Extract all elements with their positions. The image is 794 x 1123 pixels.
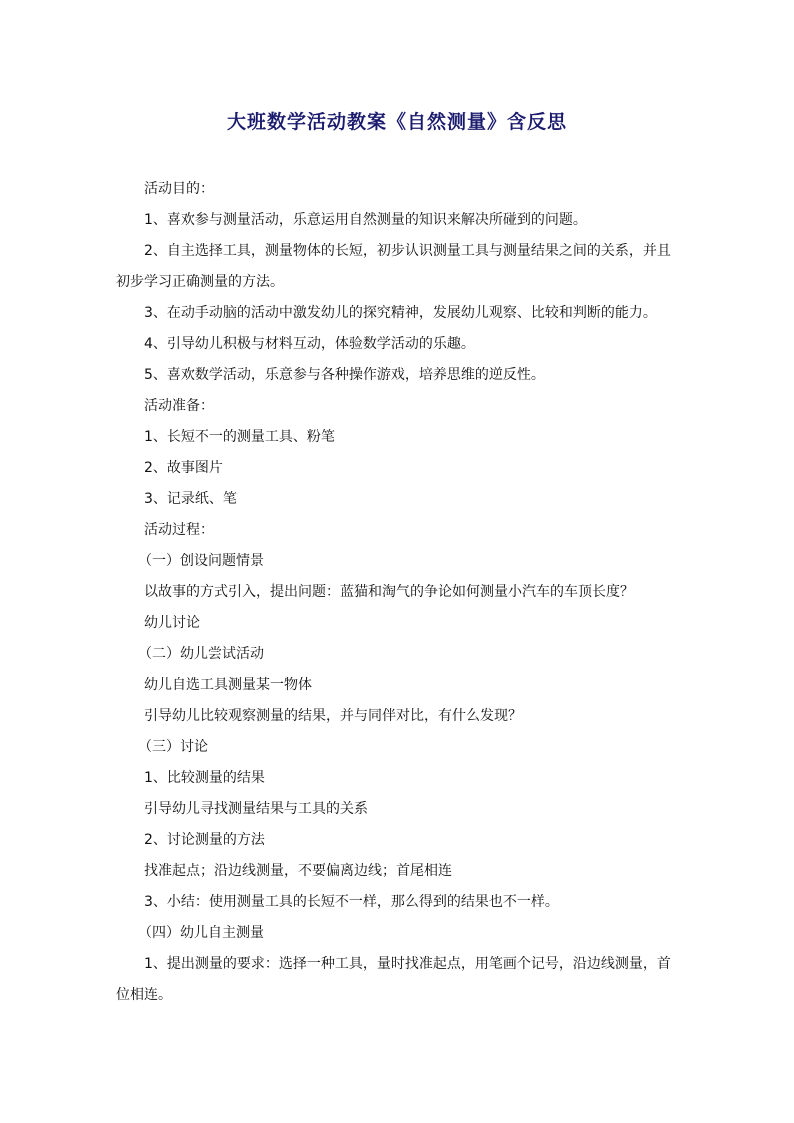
goal-item-1: 1、喜欢参与测量活动，乐意运用自然测量的知识来解决所碰到的问题。 xyxy=(144,212,587,228)
process-step-3-item-2: 2、讨论测量的方法 xyxy=(144,832,265,848)
preparation-item-3: 3、记录纸、笔 xyxy=(144,491,237,507)
goal-item-2: 2、自主选择工具，测量物体的长短，初步认识测量工具与测量结果之间的关系，并且初步学习正确测量的方法。 xyxy=(116,243,671,290)
process-step-3-heading: （三）讨论 xyxy=(138,739,208,755)
process-step-4-item-1: 1、提出测量的要求：选择一种工具，量时找准起点，用笔画个记号，沿边线测量，首位相连。 xyxy=(116,956,671,1003)
goal-item-5: 5、喜欢数学活动，乐意参与各种操作游戏，培养思维的逆反性。 xyxy=(144,367,545,383)
goal-item-3: 3、在动手动脑的活动中激发幼儿的探究精神，发展幼儿观察、比较和判断的能力。 xyxy=(144,305,657,321)
section-heading-preparation: 活动准备： xyxy=(144,398,214,414)
preparation-item-1: 1、长短不一的测量工具、粉笔 xyxy=(144,429,335,445)
document-title: 大班数学活动教案《自然测量》含反思 xyxy=(226,111,567,133)
process-step-3-summary: 3、小结：使用测量工具的长短不一样，那么得到的结果也不一样。 xyxy=(144,894,559,910)
process-step-4-heading: （四）幼儿自主测量 xyxy=(138,925,264,941)
process-step-1-heading: （一）创设问题情景 xyxy=(138,553,264,569)
process-step-3-text-1: 引导幼儿寻找测量结果与工具的关系 xyxy=(144,801,368,817)
process-step-2-text-1: 幼儿自选工具测量某一物体 xyxy=(144,677,312,693)
preparation-item-2: 2、故事图片 xyxy=(144,460,223,476)
process-step-1-text-1: 以故事的方式引入，提出问题：蓝猫和淘气的争论如何测量小汽车的车顶长度？ xyxy=(144,584,634,600)
process-step-2-text-2: 引导幼儿比较观察测量的结果，并与同伴对比，有什么发现？ xyxy=(144,708,522,724)
process-step-2-heading: （二）幼儿尝试活动 xyxy=(138,646,264,662)
section-heading-process: 活动过程： xyxy=(144,522,214,538)
process-step-3-item-1: 1、比较测量的结果 xyxy=(144,770,265,786)
process-step-1-text-2: 幼儿讨论 xyxy=(144,615,200,631)
section-heading-goals: 活动目的： xyxy=(144,181,214,197)
process-step-3-text-2: 找准起点；沿边线测量，不要偏离边线；首尾相连 xyxy=(144,863,452,879)
document-body xyxy=(116,174,680,1011)
goal-item-4: 4、引导幼儿积极与材料互动，体验数学活动的乐趣。 xyxy=(144,336,475,352)
